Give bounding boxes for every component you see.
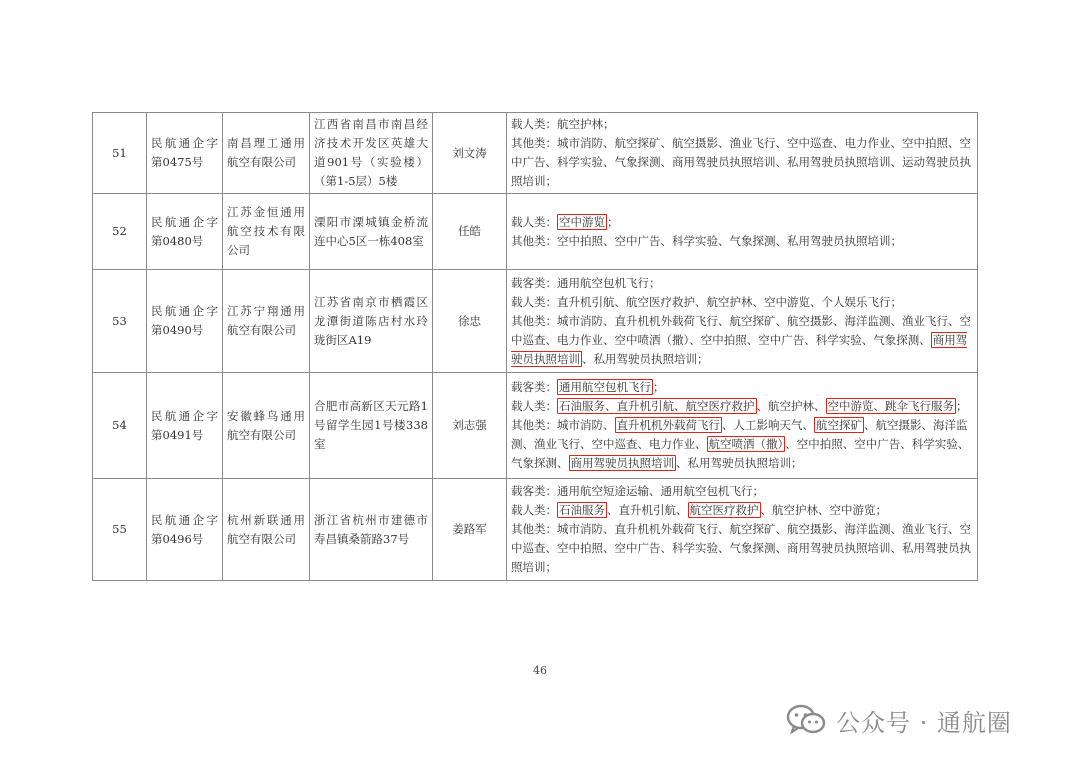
scope-line (511, 416, 973, 473)
table-row (93, 373, 978, 479)
company-name: 安徽蜂鸟通用航空有限公司 (223, 373, 310, 479)
business-scope (507, 479, 978, 581)
license-number: 民航通企字第0496号 (147, 479, 223, 581)
table-row (93, 270, 978, 373)
license-number: 民航通企字第0491号 (147, 373, 223, 479)
scope-text: 、私用驾驶员执照培训； (582, 351, 709, 366)
table-row (93, 194, 978, 270)
row-number: 55 (93, 479, 147, 581)
scope-text: 、航空护林、 (756, 399, 826, 413)
company-address: 江西省南昌市南昌经济技术开发区英雄大道901号（实验楼）（第1-5层）5楼 (310, 113, 433, 194)
registry-table-body (93, 113, 978, 581)
watermark-text: 公众号 · 通航圈 (836, 708, 1012, 737)
scope-line (511, 520, 973, 577)
page-number: 46 (533, 664, 547, 677)
scope-text: 载人类： (511, 503, 557, 517)
scope-text: 载人类：航空护林； (511, 117, 615, 131)
scope-text: 其他类：城市消防、 (511, 418, 615, 432)
business-scope (507, 270, 978, 373)
row-number: 52 (93, 194, 147, 270)
legal-representative: 刘文涛 (433, 113, 507, 194)
company-name: 江苏宁翔通用航空有限公司 (223, 270, 310, 373)
scope-line (511, 501, 973, 520)
watermark (786, 700, 1012, 740)
scope-line (511, 312, 973, 369)
company-name: 江苏金恒通用航空技术有限公司 (223, 194, 310, 270)
scope-text: 、空中拍照、空中广告、科学实验、气象探测、 (511, 437, 970, 470)
highlight-box: 航空医疗救护 (689, 503, 759, 517)
license-number: 民航通企字第0480号 (147, 194, 223, 270)
scope-text: 、私用驾驶员执照培训； (676, 456, 803, 470)
company-address: 江苏省南京市栖霞区龙潭街道陈店村水玲珑街区A19 (310, 270, 433, 373)
highlight-box: 通用航空包机飞行 (559, 380, 651, 394)
scope-text: ； (956, 399, 968, 413)
license-number: 民航通企字第0490号 (147, 270, 223, 373)
scope-text: 载人类： (511, 399, 557, 413)
row-number: 54 (93, 373, 147, 479)
business-scope (507, 194, 978, 270)
scope-text: 载人类：直升机引航、航空医疗救护、航空护林、空中游览、个人娱乐飞行； (511, 294, 902, 309)
highlight-box: 石油服务、直升机引航、航空医疗救护 (559, 399, 755, 413)
scope-text: 载人类： (511, 214, 557, 229)
scope-text: 载客类：通用航空短途运输、通用航空包机飞行； (511, 484, 764, 498)
highlight-box: 商用驾驶员执照培训 (570, 456, 674, 470)
scope-line (511, 397, 973, 416)
business-scope (507, 113, 978, 194)
license-number: 民航通企字第0475号 (147, 113, 223, 194)
table-row (93, 113, 978, 194)
company-name: 南昌理工通用航空有限公司 (223, 113, 310, 194)
highlight-box: 空中游览 (559, 214, 605, 229)
scope-line (511, 115, 973, 134)
legal-representative: 刘志强 (433, 373, 507, 479)
scope-text: ； (607, 214, 619, 229)
legal-representative: 任皓 (433, 194, 507, 270)
table-row (93, 479, 978, 581)
scope-text: 、航空摄影、海洋监测、渔业飞行、空中巡查、电力作业、 (511, 418, 968, 451)
registry-table (92, 112, 978, 581)
company-name: 杭州新联通用航空有限公司 (223, 479, 310, 581)
legal-representative: 徐忠 (433, 270, 507, 373)
wechat-icon (786, 704, 826, 736)
row-number: 51 (93, 113, 147, 194)
company-address: 合肥市高新区天元路1号留学生园1号楼338室 (310, 373, 433, 479)
scope-text: 其他类：城市消防、直升机机外载荷飞行、航空探矿、航空摄影、海洋监测、渔业飞行、空中巡查、空中拍照、空中广告、科学实验、气象探测、商用驾驶员执照培训、私用驾驶员执照培训； (511, 522, 971, 574)
row-number: 53 (93, 270, 147, 373)
scope-text: 其他类：空中拍照、空中广告、科学实验、气象探测、私用驾驶员执照培训； (511, 233, 902, 248)
legal-representative: 姜路军 (433, 479, 507, 581)
scope-line (511, 213, 973, 232)
scope-text: 载客类： (511, 380, 557, 394)
highlight-box: 商用驾驶员执照培训 (511, 332, 968, 366)
highlight-box: 石油服务 (559, 503, 605, 517)
scope-text: 、航空护林、空中游览； (760, 503, 887, 517)
scope-line (511, 378, 973, 397)
scope-text: 、人工影响天气、 (722, 418, 814, 432)
scope-line (511, 482, 973, 501)
scope-text: 其他类：城市消防、直升机机外载荷飞行、航空探矿、航空摄影、海洋监测、渔业飞行、空中巡查、电力作业、空中喷洒（撒）、空中拍照、空中广告、科学实验、气象探测、 (511, 313, 971, 347)
company-address: 浙江省杭州市建德市寿昌镇桑箭路37号 (310, 479, 433, 581)
highlight-box: 空中游览、跳伞飞行服务 (827, 399, 954, 413)
highlight-box: 直升机机外载荷飞行 (616, 418, 720, 432)
scope-text: ； (653, 380, 665, 394)
scope-text: 其他类：城市消防、航空探矿、航空摄影、渔业飞行、空中巡查、电力作业、空中拍照、空中广告、科学实验、气象探测、商用驾驶员执照培训、私用驾驶员执照培训、运动驾驶员执照培训； (511, 136, 971, 188)
scope-line (511, 293, 973, 312)
scope-text: 、直升机引航、 (607, 503, 688, 517)
highlight-box: 航空喷洒（撒） (708, 437, 784, 451)
scope-line (511, 134, 973, 191)
company-address: 溧阳市溧城镇金桥流连中心5区一栋408室 (310, 194, 433, 270)
business-scope (507, 373, 978, 479)
scope-line (511, 274, 973, 293)
scope-text: 载客类：通用航空包机飞行； (511, 275, 661, 290)
scope-line (511, 232, 973, 251)
highlight-box: 航空探矿 (816, 418, 862, 432)
